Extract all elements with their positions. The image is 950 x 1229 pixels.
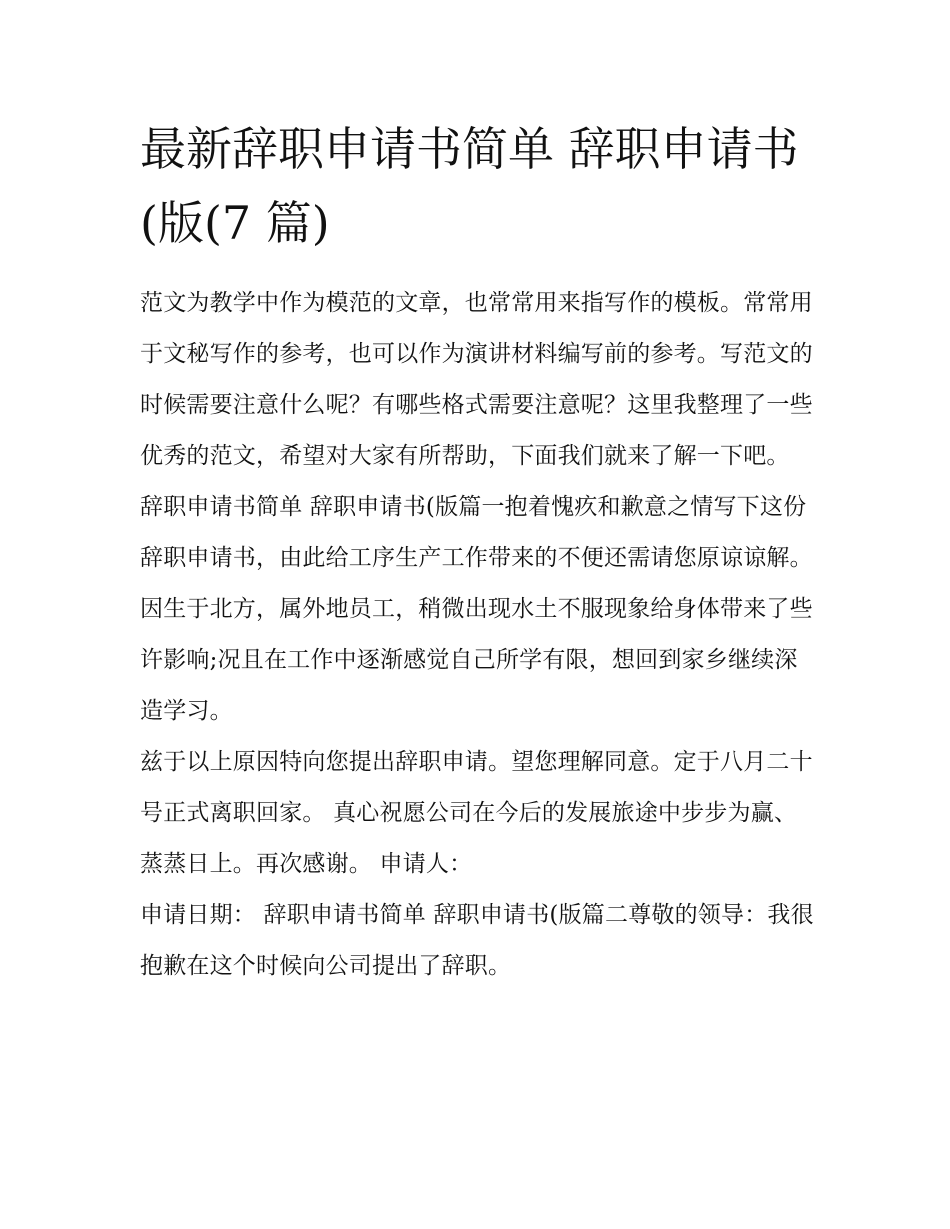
- paragraph-request: 兹于以上原因特向您提出辞职申请。望您理解同意。定于八月二十号正式离职回家。 真心祝愿公司在今后的发展旅途中步步为赢、蒸蒸日上。再次感谢。 申请人：: [140, 749, 813, 877]
- paragraph-intro: 范文为教学中作为模范的文章，也常常用来指写作的模板。常常用于文秘写作的参考，也可以作为演讲材料编写前的参考。写范文的时候需要注意什么呢？有哪些格式需要注意呢？这里我整理了一些优秀的范文，希望对大家有所帮助，下面我们就来了解一下吧。: [140, 290, 813, 469]
- document-title: 最新辞职申请书简单 辞职申请书(版(7 篇): [140, 122, 799, 250]
- document-body: [140, 278, 820, 992]
- paragraph-reason: 因生于北方，属外地员工，稍微出现水土不服现象给身体带来了些许影响;况且在工作中逐渐感觉自己所学有限，想回到家乡继续深造学习。: [140, 596, 813, 724]
- paragraph-sample-one: 辞职申请书简单 辞职申请书(版篇一抱着愧疚和歉意之情写下这份辞职申请书，由此给工序生产工作带来的不便还需请您原谅谅解。: [140, 494, 813, 571]
- paragraph-sample-two: 申请日期： 辞职申请书简单 辞职申请书(版篇二尊敬的领导：我很抱歉在这个时候向公司提出了辞职。: [140, 902, 814, 979]
